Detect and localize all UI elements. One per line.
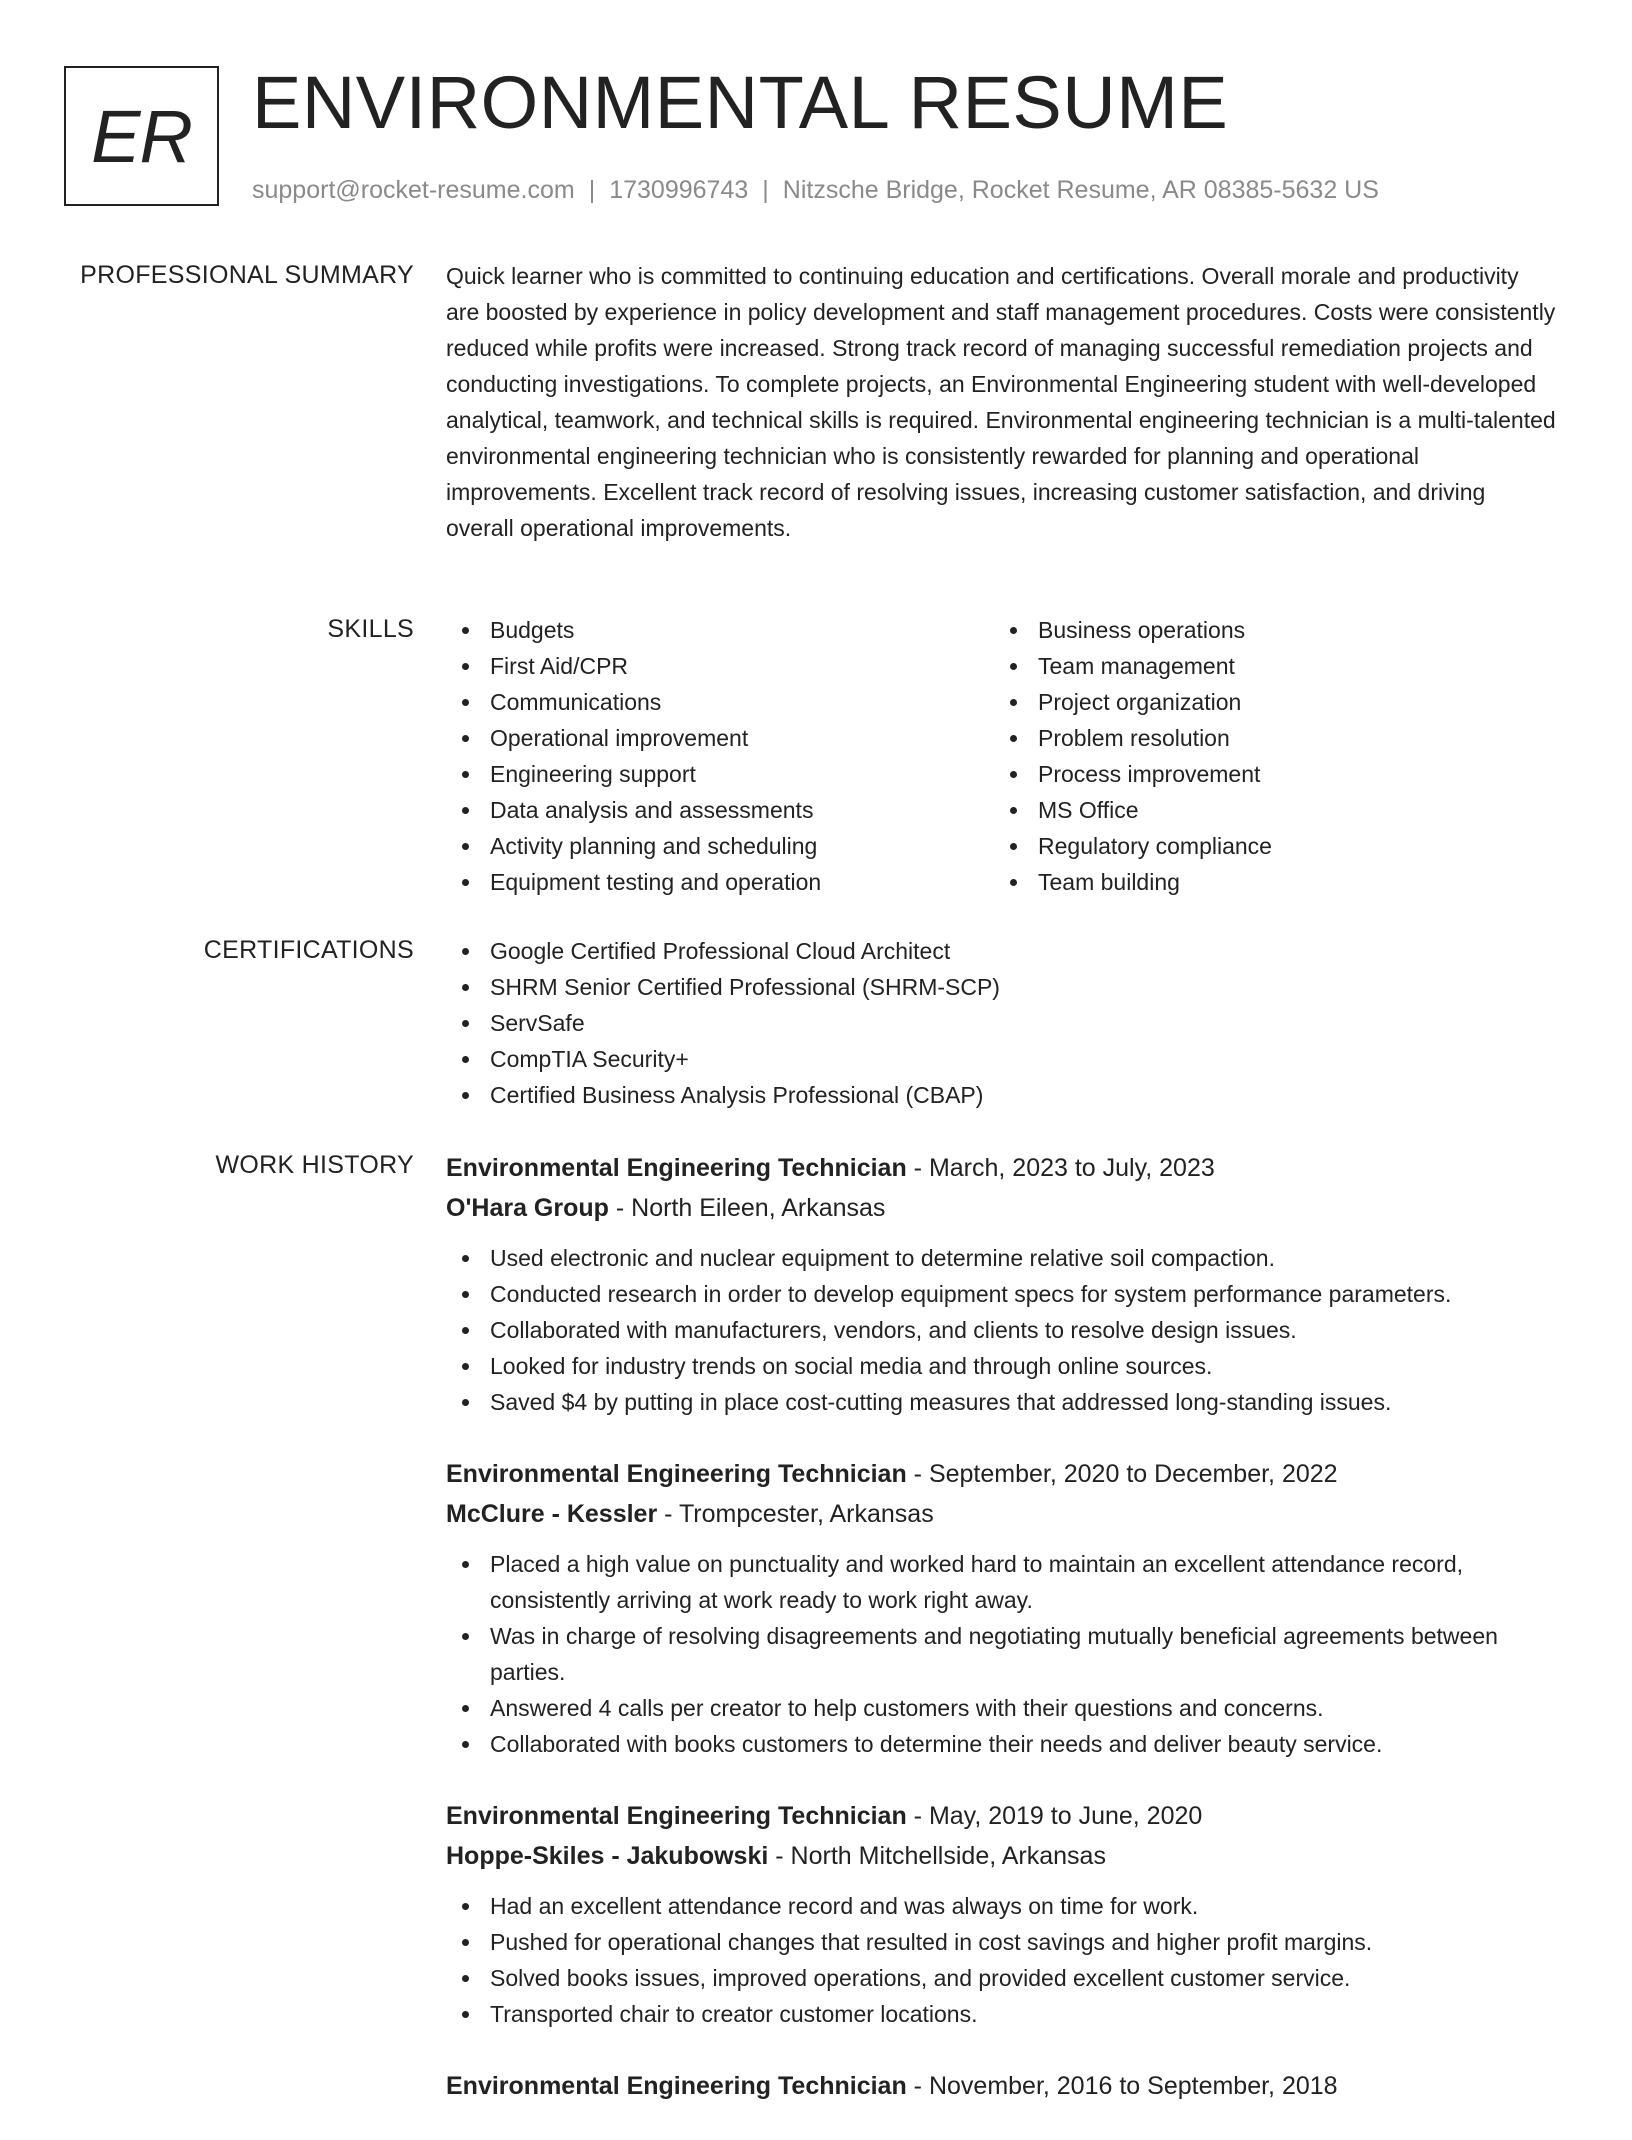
- certifications-list: [446, 933, 1556, 1113]
- certification-item: CompTIA Security+: [446, 1041, 1556, 1077]
- job-duties: [446, 1240, 1556, 1420]
- certifications-heading: CERTIFICATIONS: [203, 936, 414, 964]
- skill-item: Process improvement: [994, 756, 1542, 792]
- skill-item: Equipment testing and operation: [446, 864, 994, 900]
- job-duties: [446, 1888, 1556, 2032]
- skill-item: Project organization: [994, 684, 1542, 720]
- job-company-line: [446, 1188, 1556, 1228]
- monogram-initials: ER: [91, 94, 192, 178]
- certifications-body: [446, 933, 1556, 1113]
- job-entry: [446, 1148, 1556, 1420]
- duty-item: Transported chair to creator customer locations.: [446, 1996, 1556, 2032]
- duty-item: Collaborated with manufacturers, vendors, and clients to resolve design issues.: [446, 1312, 1556, 1348]
- job-company: McClure - Kessler: [446, 1500, 658, 1528]
- duty-item: Collaborated with books customers to determine their needs and deliver beauty service.: [446, 1726, 1556, 1762]
- job-title: Environmental Engineering Technician: [446, 2072, 907, 2100]
- skill-item: Regulatory compliance: [994, 828, 1542, 864]
- skill-item: Team building: [994, 864, 1542, 900]
- work-history-body: [446, 1148, 1556, 2140]
- job-title: Environmental Engineering Technician: [446, 1154, 907, 1182]
- job-dates: - May, 2019 to June, 2020: [906, 1802, 1203, 1830]
- contact-line: [252, 174, 1379, 206]
- duty-item: Solved books issues, improved operations, and provided excellent customer service.: [446, 1960, 1556, 1996]
- resume-name: ENVIRONMENTAL RESUME: [252, 61, 1229, 144]
- skills-body: [446, 612, 1556, 900]
- skill-item: Budgets: [446, 612, 994, 648]
- summary-body: [446, 258, 1556, 546]
- job-title-line: [446, 1796, 1556, 1836]
- contact-address: Nitzsche Bridge, Rocket Resume, AR 08385-5632 US: [782, 176, 1379, 204]
- duty-item: Had an excellent attendance record and was always on time for work.: [446, 1888, 1556, 1924]
- skills-heading: SKILLS: [327, 615, 414, 643]
- duty-item: Was in charge of resolving disagreements and negotiating mutually beneficial agreements between parties.: [446, 1618, 1556, 1690]
- work-history-heading: WORK HISTORY: [215, 1151, 414, 1179]
- skill-item: Operational improvement: [446, 720, 994, 756]
- job-company: O'Hara Group: [446, 1194, 609, 1222]
- job-title-line: [446, 1148, 1556, 1188]
- job-title: Environmental Engineering Technician: [446, 1802, 907, 1830]
- job-title-line: [446, 1454, 1556, 1494]
- skill-item: MS Office: [994, 792, 1542, 828]
- certification-item: SHRM Senior Certified Professional (SHRM-SCP): [446, 969, 1556, 1005]
- certification-item: Google Certified Professional Cloud Architect: [446, 933, 1556, 969]
- duty-item: Looked for industry trends on social media and through online sources.: [446, 1348, 1556, 1384]
- job-company-line: [446, 1494, 1556, 1534]
- skill-item: Problem resolution: [994, 720, 1542, 756]
- skill-item: First Aid/CPR: [446, 648, 994, 684]
- duty-item: Placed a high value on punctuality and worked hard to maintain an excellent attendance record, consistently arriving at work ready to work right away.: [446, 1546, 1556, 1618]
- job-entry: [446, 2066, 1556, 2106]
- contact-email[interactable]: support@rocket-resume.com: [252, 176, 575, 204]
- certification-item: ServSafe: [446, 1005, 1556, 1041]
- contact-separator: |: [588, 176, 596, 204]
- duty-item: Saved $4 by putting in place cost-cutting measures that addressed long-standing issues.: [446, 1384, 1556, 1420]
- job-dates: - September, 2020 to December, 2022: [906, 1460, 1338, 1488]
- duty-item: Conducted research in order to develop equipment specs for system performance parameters.: [446, 1276, 1556, 1312]
- job-location: - North Mitchellside, Arkansas: [768, 1842, 1106, 1870]
- duty-item: Used electronic and nuclear equipment to determine relative soil compaction.: [446, 1240, 1556, 1276]
- skill-item: Business operations: [994, 612, 1542, 648]
- skills-list-left: [446, 612, 994, 900]
- contact-phone[interactable]: 1730996743: [609, 176, 749, 204]
- job-entry: [446, 1796, 1556, 2032]
- certification-item: Certified Business Analysis Professional (CBAP): [446, 1077, 1556, 1113]
- duty-item: Answered 4 calls per creator to help customers with their questions and concerns.: [446, 1690, 1556, 1726]
- skill-item: Engineering support: [446, 756, 994, 792]
- job-location: - North Eileen, Arkansas: [608, 1194, 886, 1222]
- summary-text: Quick learner who is committed to continuing education and certifications. Overall morale and productivity are boosted by experience in policy development and staff management procedures. Costs were consistently reduced while profits were increased. Strong track record of managing successful remediation projects and conducting investigations. To complete projects, an Environmental Engineering student with well-developed analytical, teamwork, and technical skills is required. Environmental engineering technician is a multi-talented environmental engineering technician who is consistently rewarded for planning and operational improvements. Excellent track record of resolving issues, increasing customer satisfaction, and driving overall operational improvements.: [446, 263, 1556, 541]
- job-entry: [446, 1454, 1556, 1762]
- job-company: Hoppe-Skiles - Jakubowski: [446, 1842, 769, 1870]
- job-company-line: [446, 1836, 1556, 1876]
- skill-item: Data analysis and assessments: [446, 792, 994, 828]
- summary-heading: PROFESSIONAL SUMMARY: [80, 261, 414, 289]
- job-title-line: [446, 2066, 1556, 2106]
- skill-item: Team management: [994, 648, 1542, 684]
- skills-columns: [446, 612, 1556, 900]
- duty-item: Pushed for operational changes that resulted in cost savings and higher profit margins.: [446, 1924, 1556, 1960]
- skill-item: Communications: [446, 684, 994, 720]
- job-location: - Trompcester, Arkansas: [657, 1500, 934, 1528]
- job-dates: - March, 2023 to July, 2023: [906, 1154, 1215, 1182]
- monogram-box: [64, 66, 219, 206]
- job-title: Environmental Engineering Technician: [446, 1460, 907, 1488]
- job-duties: [446, 1546, 1556, 1762]
- job-dates: - November, 2016 to September, 2018: [906, 2072, 1338, 2100]
- skill-item: Activity planning and scheduling: [446, 828, 994, 864]
- skills-list-right: [994, 612, 1542, 900]
- contact-separator: |: [762, 176, 769, 204]
